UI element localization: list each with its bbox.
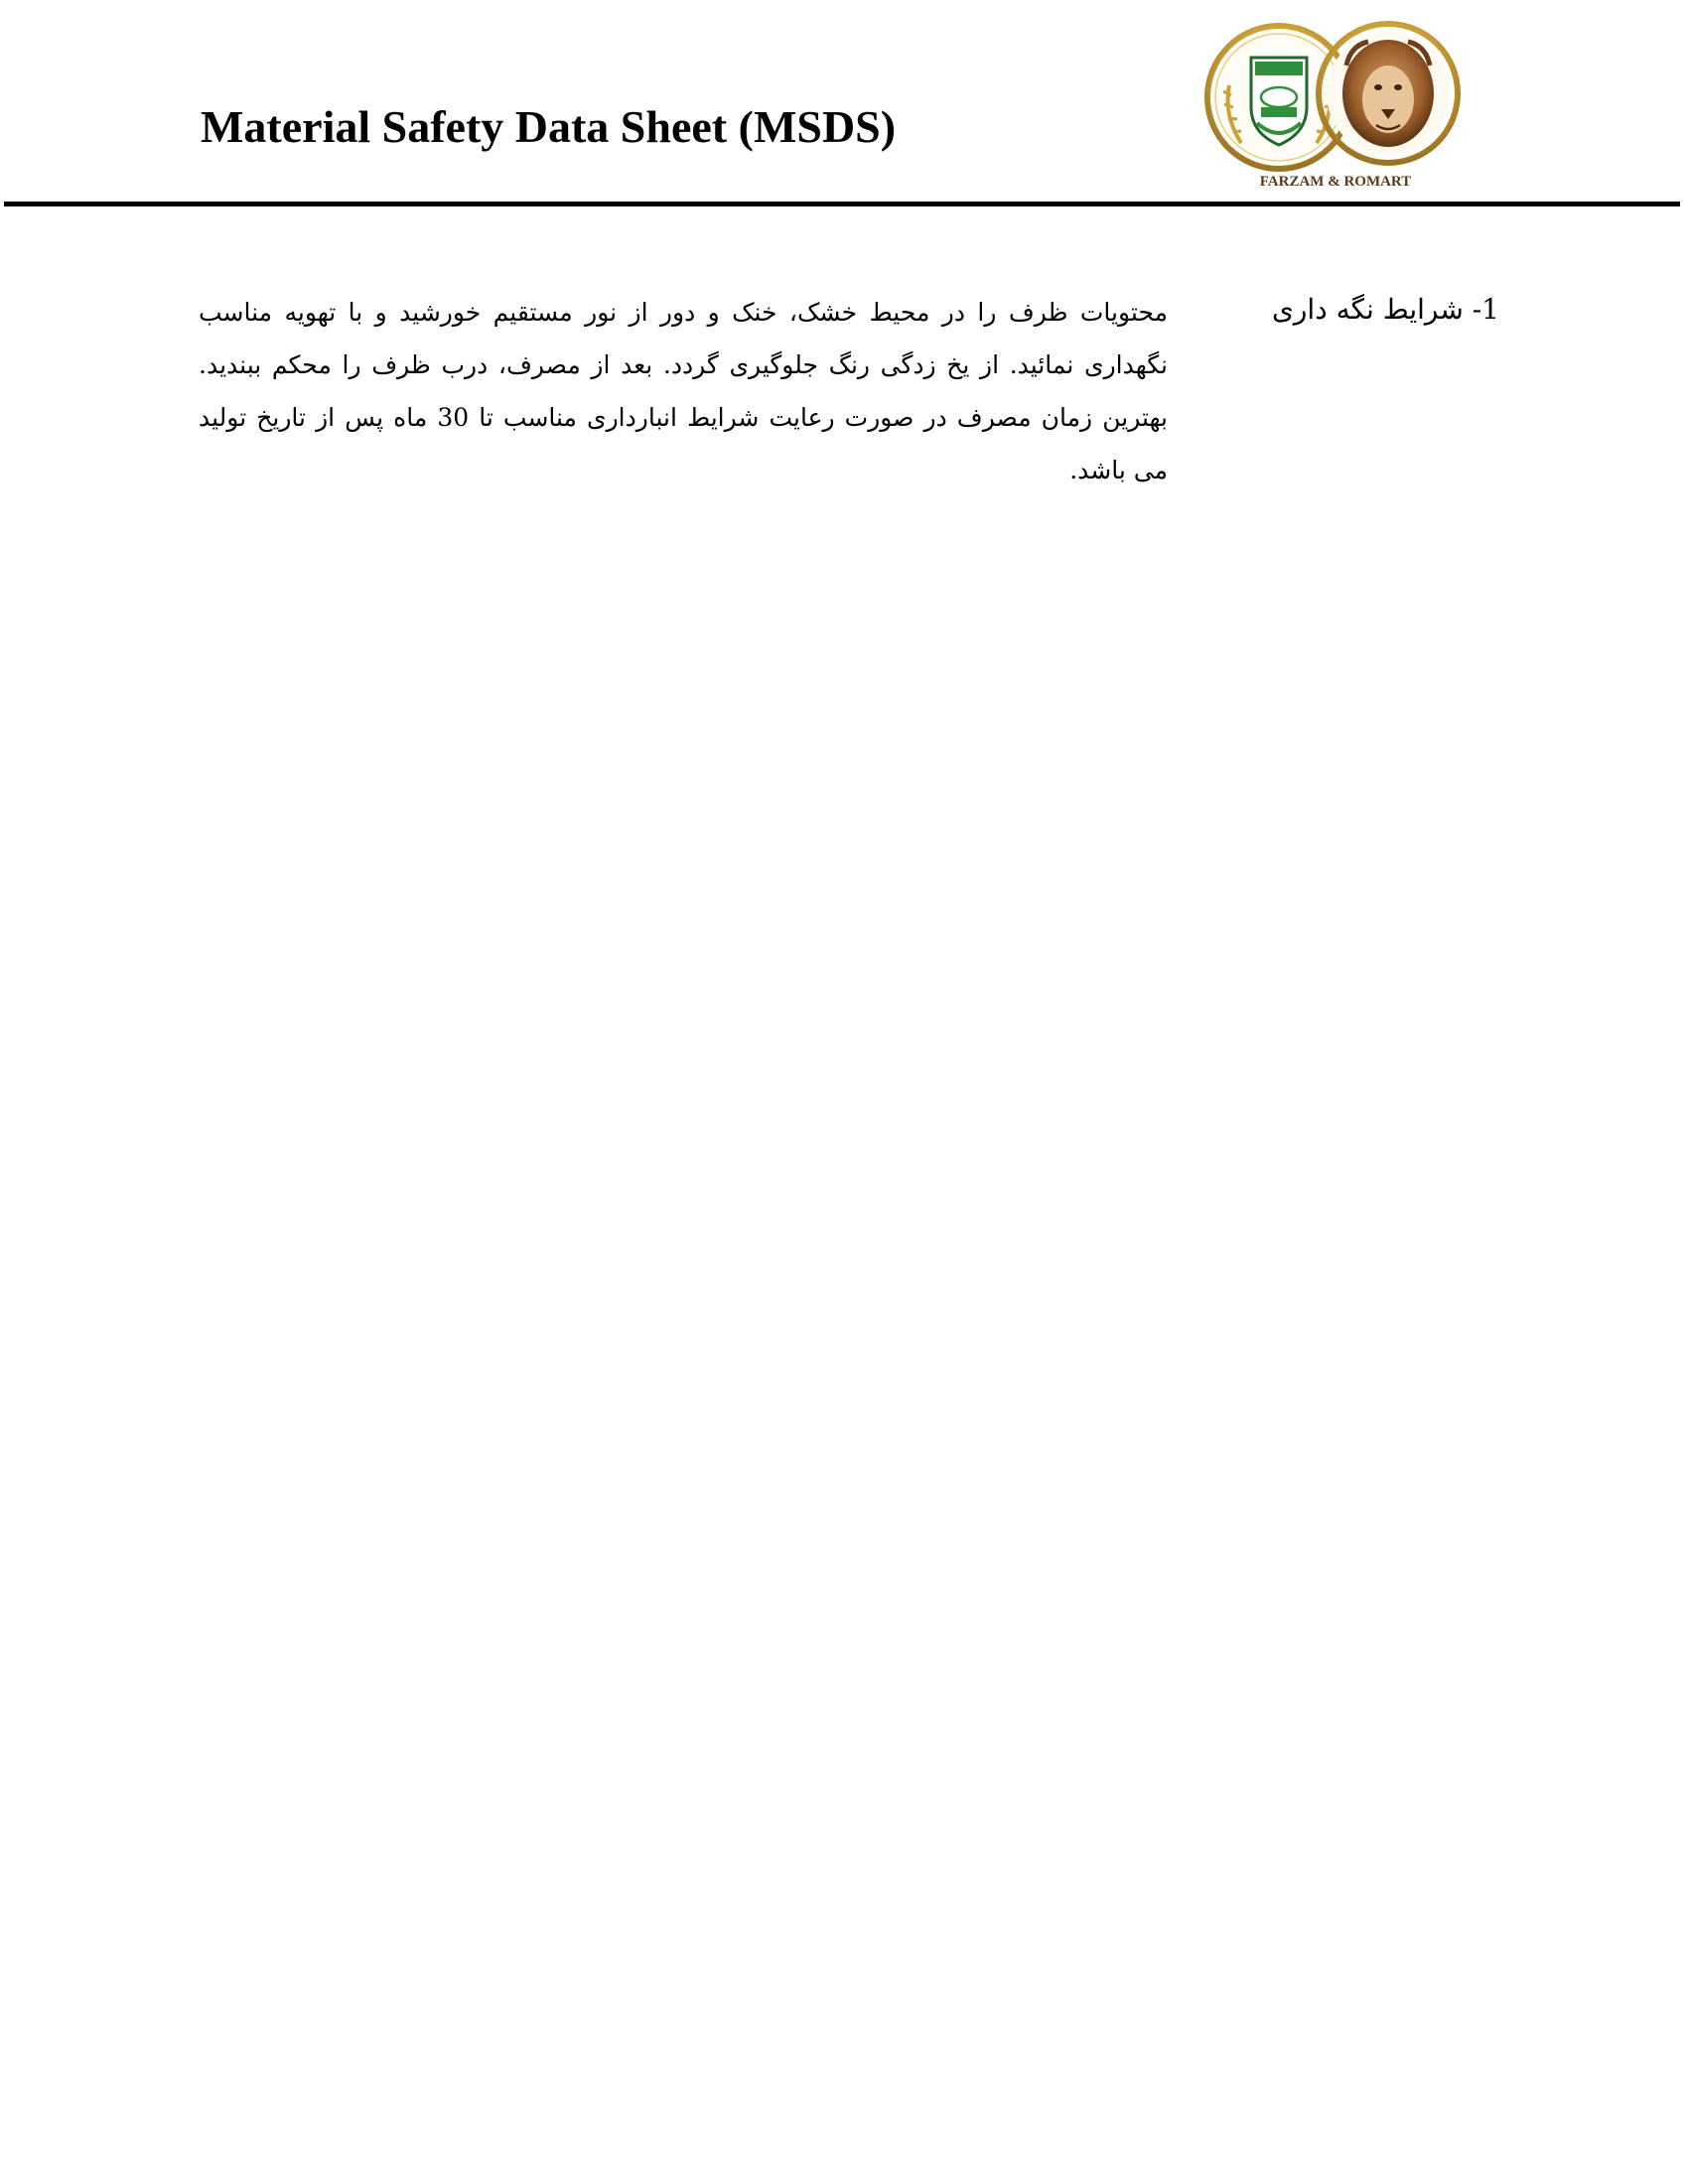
document-title: Material Safety Data Sheet (MSDS) (201, 101, 897, 152)
logo-caption: FARZAM & ROMART (1259, 174, 1412, 190)
header-divider (4, 202, 1680, 206)
lion-head-icon (1319, 24, 1458, 163)
logo-graphic (1201, 16, 1470, 175)
section-body-text: محتویات ظرف را در محیط خشک، خنک و دور از نور مستقیم خورشید و با تهویه مناسب نگهداری نمائید. از یخ زدگی رنگ جلوگیری گردد. بعد از مصرف، درب ظرف را محکم ببندید. بهترین زمان مصرف در صورت رعایت شرایط انبارداری مناسب تا 30 ماه پس از تاریخ تولید می باشد. (199, 298, 1169, 484)
company-logo (1201, 16, 1470, 201)
section-heading: 1- شرایط نگه داری (1271, 293, 1499, 326)
